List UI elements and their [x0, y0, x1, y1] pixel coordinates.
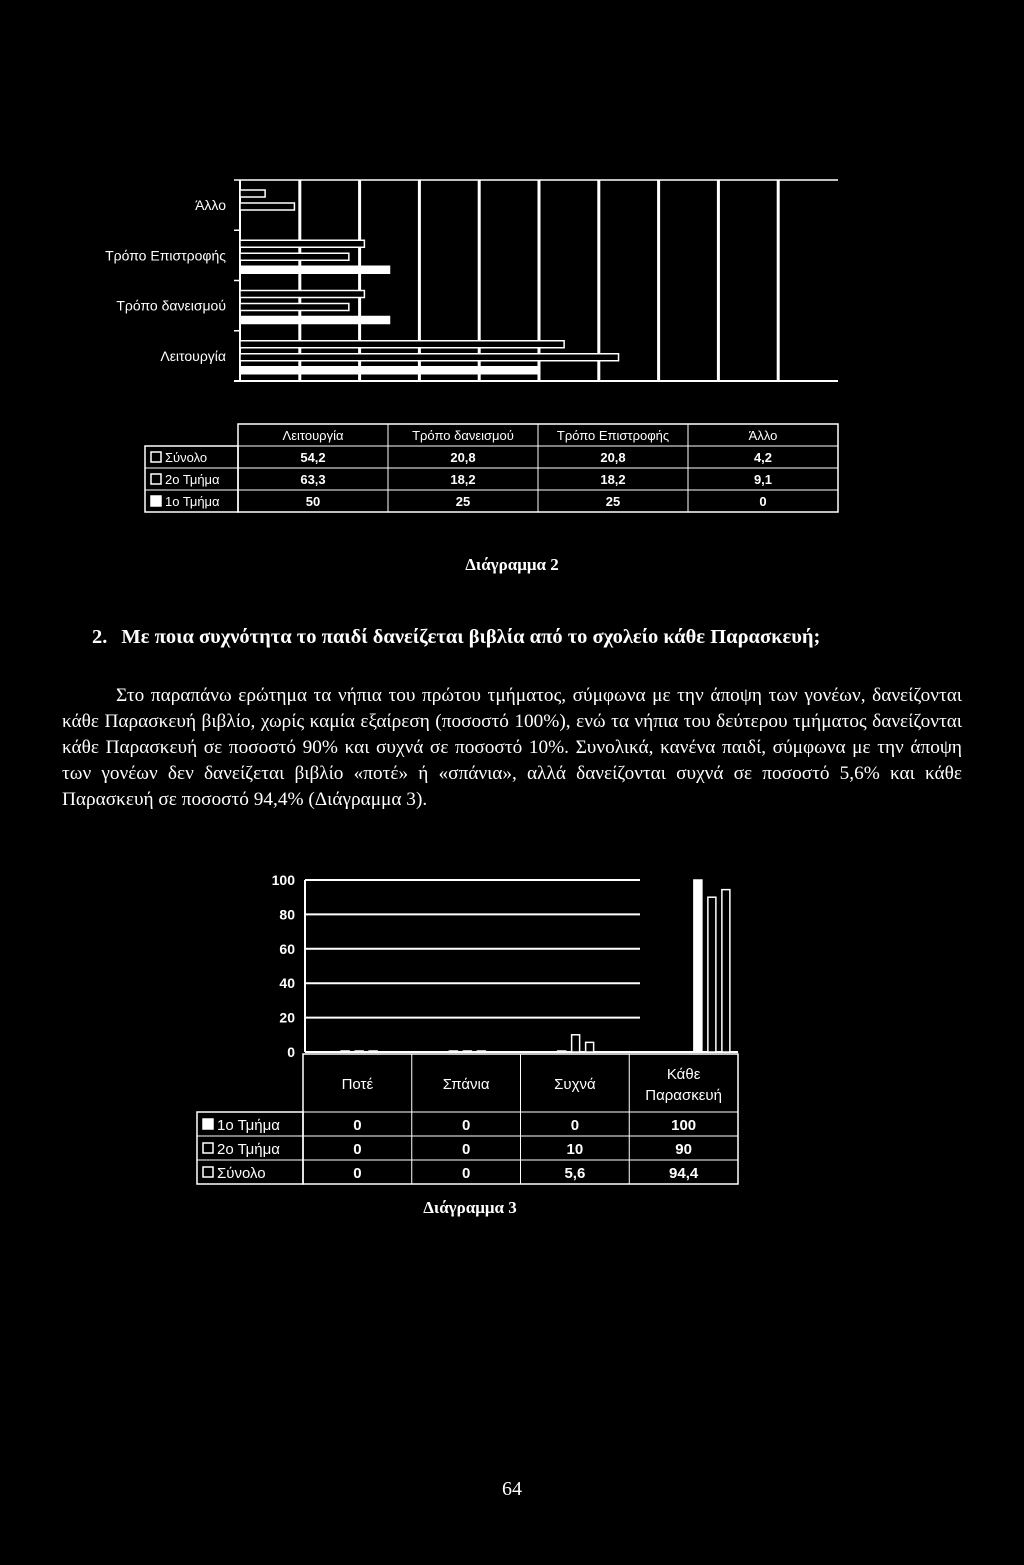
caption-diagram-3: Διάγραμμα 3 — [423, 1198, 517, 1217]
bar — [708, 897, 716, 1052]
table-header: Παρασκευή — [645, 1087, 722, 1104]
bar — [240, 190, 265, 197]
bar — [369, 1051, 377, 1052]
table-cell: 0 — [461, 1165, 471, 1182]
table-header: Τρόπο δανεισμού — [412, 428, 514, 443]
bar — [240, 291, 364, 298]
bar — [558, 1051, 566, 1052]
table-header: Συχνά — [554, 1076, 596, 1093]
legend-label: 2ο Τμήμα — [217, 1141, 280, 1158]
legend-key — [203, 1167, 213, 1177]
table-header: Τρόπο Επιστροφής — [556, 428, 670, 443]
bar — [240, 203, 294, 210]
table-cell: 20,8 — [600, 450, 626, 465]
section-question — [92, 626, 992, 649]
legend-label: 1ο Τμήμα — [217, 1117, 280, 1134]
table-cell: 0 — [461, 1117, 471, 1134]
bar — [722, 890, 730, 1052]
y-tick-label: 20 — [279, 1009, 295, 1026]
bar — [240, 240, 364, 247]
bar — [586, 1042, 594, 1052]
y-tick-label: Λειτουργία — [160, 347, 226, 364]
table-header: Ποτέ — [341, 1076, 374, 1093]
y-tick-label: Τρόπο Επιστροφής — [105, 247, 226, 264]
legend-label: 2ο Τμήμα — [165, 472, 220, 487]
y-tick-label: 80 — [279, 906, 295, 923]
bar — [240, 253, 349, 260]
bar — [477, 1051, 485, 1052]
bar — [240, 354, 619, 361]
y-tick-label: Τρόπο δανεισμού — [116, 297, 226, 314]
table-cell: 0 — [353, 1165, 362, 1182]
legend-label: Σύνολο — [217, 1165, 266, 1182]
legend-label: Σύνολο — [165, 450, 208, 465]
legend-key — [151, 496, 161, 506]
section-question-text: Με ποια συχνότητα το παιδί δανείζεται βιβλία από το σχολείο κάθε Παρασκευή; — [121, 626, 821, 648]
bar — [449, 1051, 457, 1052]
table-cell: 25 — [455, 494, 471, 509]
table-cell: 4,2 — [753, 450, 773, 465]
table-cell: 18,2 — [450, 472, 476, 487]
y-tick-label: Άλλο — [195, 197, 226, 214]
table-cell: 25 — [605, 494, 621, 509]
legend-key — [151, 474, 161, 484]
body-paragraph: Στο παραπάνω ερώτημα τα νήπια του πρώτου τμήματος, σύμφωνα με την άποψη των γονέων, δανείζονται κάθε Παρασκευή βιβλίο, χωρίς καμία εξαίρεση (ποσοστό 100%), ενώ τα νήπια του δεύτερου τμήματος δανείζονται κάθε Παρασκευή σε ποσοστό 90% και συχνά σε ποσοστό 10%. Συνολικά, κανένα παιδί, σύμφωνα με την άποψη των γονέων δεν δανείζεται βιβλίο «ποτέ» ή «σπάνια», αλλά δανείζονται συχνά σε ποσοστό 5,6% και κάθε Παρασκευή σε ποσοστό 94,4% (Διάγραμμα 3). — [62, 685, 962, 810]
legend-key — [203, 1119, 213, 1129]
table-header: Σπάνια — [442, 1076, 490, 1093]
legend-key — [203, 1143, 213, 1153]
table-cell: 5,6 — [564, 1165, 586, 1182]
bar — [341, 1051, 349, 1052]
bar — [240, 341, 564, 348]
table-cell: 0 — [570, 1117, 580, 1134]
chart-diagram-2 — [0, 0, 1024, 540]
bar — [240, 266, 390, 273]
table-cell: 63,3 — [300, 472, 326, 487]
table-cell: 18,2 — [600, 472, 626, 487]
legend-key — [151, 452, 161, 462]
page-number: 64 — [502, 1478, 522, 1500]
table-cell: 100 — [671, 1117, 697, 1134]
table-cell: 90 — [675, 1141, 692, 1158]
legend-label: 1ο Τμήμα — [165, 494, 220, 509]
table-cell: 0 — [461, 1141, 471, 1158]
section-number: 2. — [92, 626, 108, 648]
y-tick-label: 60 — [279, 940, 295, 957]
bar — [240, 317, 390, 324]
y-tick-label: 40 — [279, 975, 295, 992]
table-cell: 0 — [353, 1117, 362, 1134]
bar — [572, 1035, 580, 1052]
table-cell: 9,1 — [753, 472, 773, 487]
table-cell: 54,2 — [300, 450, 326, 465]
bar — [463, 1051, 471, 1052]
bar — [694, 880, 702, 1052]
bar — [240, 304, 349, 311]
chart-diagram-3 — [0, 860, 1024, 1200]
y-tick-label: 0 — [287, 1044, 295, 1060]
bar — [355, 1051, 363, 1052]
table-header: Άλλο — [748, 428, 778, 443]
table-header: Κάθε — [666, 1066, 701, 1083]
y-tick-label: 100 — [271, 872, 295, 888]
table-cell: 94,4 — [669, 1165, 699, 1182]
caption-diagram-2: Διάγραμμα 2 — [465, 555, 559, 574]
table-header: Λειτουργία — [282, 428, 344, 443]
table-cell: 50 — [305, 494, 321, 509]
table-cell: 20,8 — [450, 450, 476, 465]
table-cell: 0 — [353, 1141, 362, 1158]
table-cell: 10 — [566, 1141, 584, 1158]
table-cell: 0 — [759, 494, 767, 509]
bar — [240, 367, 539, 374]
